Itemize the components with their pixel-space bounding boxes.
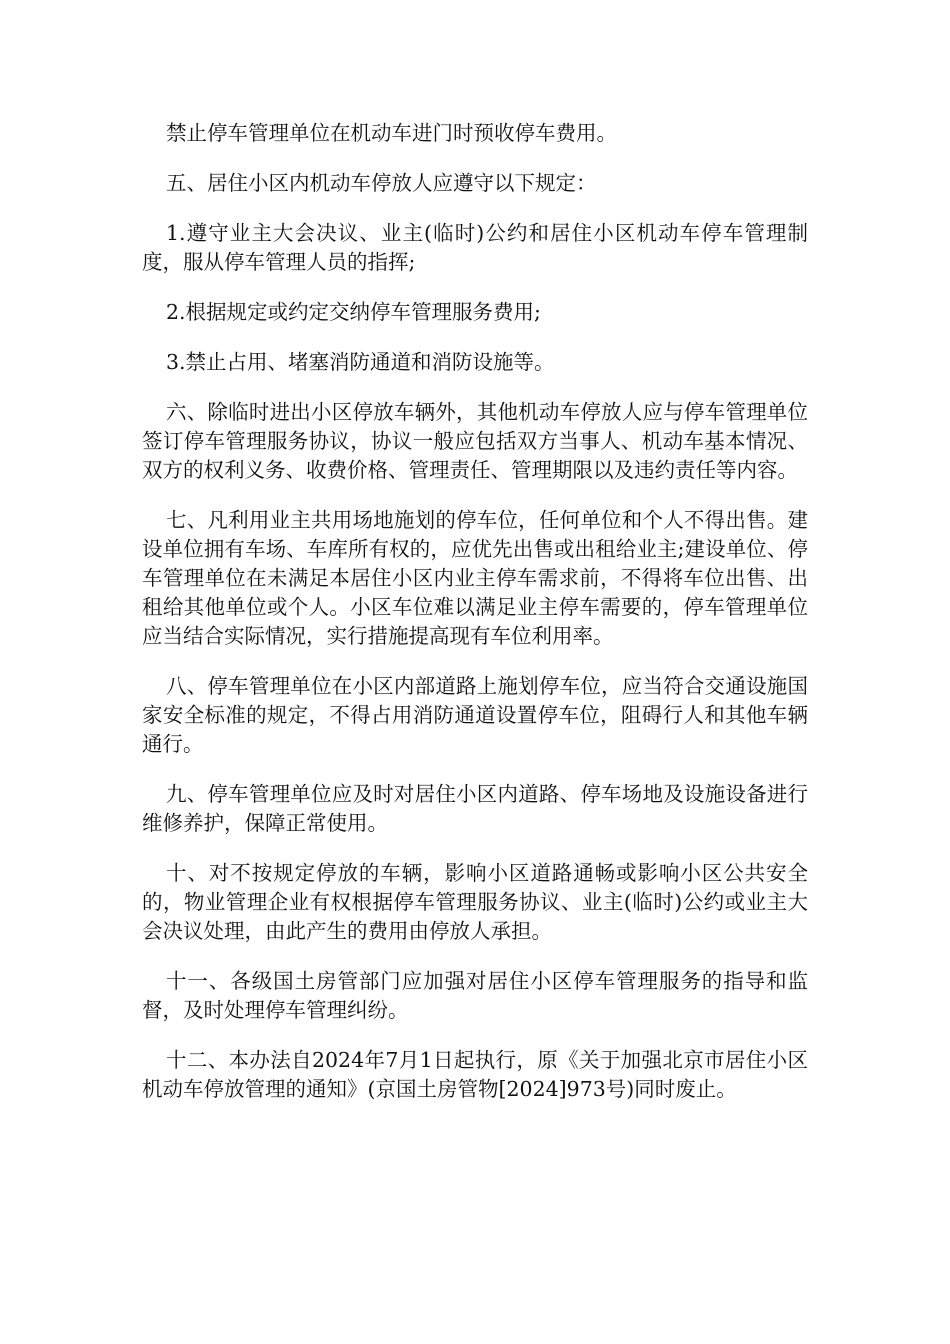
paragraph-rule-1: 1.遵守业主大会决议、业主(临时)公约和居住小区机动车停车管理制度，服从停车管理人员的指挥; — [142, 221, 808, 274]
paragraph-section-seven: 七、凡利用业主共用场地施划的停车位，任何单位和个人不得出售。建设单位拥有车场、车库所有权的，应优先出售或出租给业主;建设单位、停车管理单位在未满足本居住小区内业主停车需求前，不得将车位出售、出租给其他单位或个人。小区车位难以满足业主停车需要的，停车管理单位应当结合实际情况，实行措施提高现有车位利用率。 — [142, 508, 808, 648]
paragraph-section-eleven: 十一、各级国土房管部门应加强对居住小区停车管理服务的指导和监督，及时处理停车管理纠纷。 — [142, 969, 808, 1022]
paragraph-prepayment-ban: 禁止停车管理单位在机动车进门时预收停车费用。 — [166, 121, 617, 145]
document-body — [142, 119, 808, 1125]
paragraph-rule-2: 2.根据规定或约定交纳停车管理服务费用; — [166, 300, 541, 324]
paragraph-section-six: 六、除临时进出小区停放车辆外，其他机动车停放人应与停车管理单位签订停车管理服务协议，协议一般应包括双方当事人、机动车基本情况、双方的权利义务、收费价格、管理责任、管理期限以及违约责任等内容。 — [142, 400, 808, 482]
paragraph-section-twelve: 十二、本办法自2024年7月1日起执行，原《关于加强北京市居住小区机动车停放管理的通知》(京国土房管物[2024]973号)同时废止。 — [142, 1048, 808, 1101]
paragraph-section-eight: 八、停车管理单位在小区内部道路上施划停车位，应当符合交通设施国家安全标准的规定，不得占用消防通道设置停车位，阻碍行人和其他车辆通行。 — [142, 674, 808, 756]
paragraph-section-five: 五、居住小区内机动车停放人应遵守以下规定： — [166, 171, 597, 195]
paragraph-section-nine: 九、停车管理单位应及时对居住小区内道路、停车场地及设施设备进行维修养护，保障正常使用。 — [142, 782, 808, 835]
paragraph-section-ten: 十、对不按规定停放的车辆，影响小区道路通畅或影响小区公共安全的，物业管理企业有权根据停车管理服务协议、业主(临时)公约或业主大会决议处理，由此产生的费用由停放人承担。 — [142, 861, 808, 943]
paragraph-rule-3: 3.禁止占用、堵塞消防通道和消防设施等。 — [166, 350, 555, 374]
